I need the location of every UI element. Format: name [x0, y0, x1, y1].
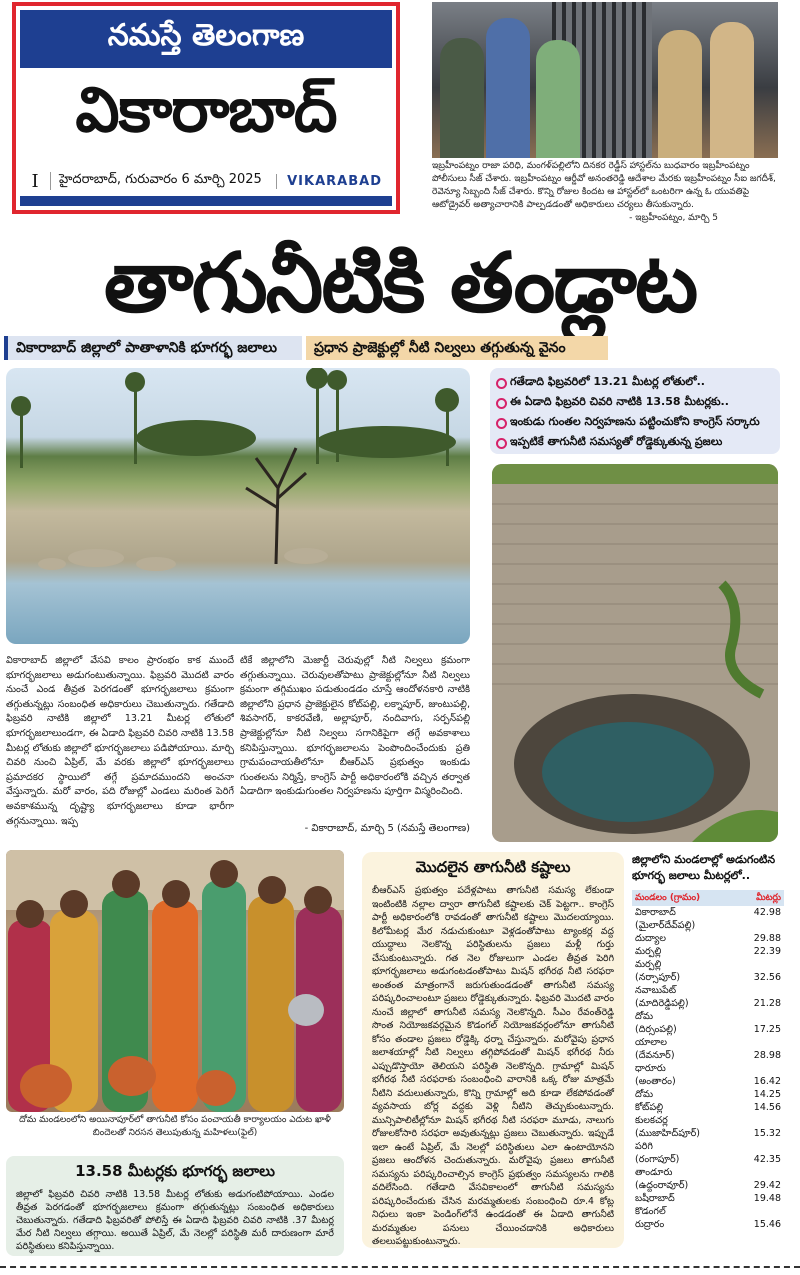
- row-meters: 32.56: [753, 972, 781, 983]
- article-dateline: - వికారాబాద్, మార్చి 5 (నమస్తే తెలంగాణ): [304, 823, 470, 834]
- row-meters: 21.28: [753, 998, 781, 1009]
- highlight-item: ఇంకుడు గుంతల నిర్వహణను పట్టించుకోని కాంగ్రెస్ సర్కారు: [496, 412, 774, 432]
- row-mandal: (మైలార్‌దేవ్‌పల్లి): [635, 920, 696, 931]
- table-rows: [632, 906, 784, 1231]
- difficulty-title: మొదలైన తాగునీటి కష్టాలు: [415, 858, 571, 876]
- subhead-tag-left: వికారాబాద్ జిల్లాలో పాతాళానికి భూగర్భ జలాలు: [4, 336, 302, 360]
- hostel-photo-caption: [432, 160, 778, 230]
- row-meters: 29.88: [753, 933, 781, 944]
- row-mandal: దోమ: [635, 1089, 654, 1100]
- row-mandal: (అంతారం): [635, 1076, 676, 1087]
- hostel-seizure-photo: [432, 2, 778, 158]
- hostel-caption-text: ఇబ్రహీంపట్నం రాజా పరిధి, మంగళ్‌పల్లిలోని దినకర రెడ్డీస్ హాస్టల్‌ను బుధవారం ఇబ్రహీంపట్నం పోలీసులు సీజ్ చేశారు. ఇబ్రహీంపట్నం ఆర్డీవో అనంతరెడ్డి ఆదేశాల మేరకు ఇబ్రహీంపట్నం సీఐ జగదీశ్, రెవెన్యూ సిబ్బంది సీజ్ చేశారు. కొన్ని రోజుల కిందట ఆ హాస్టల్‌లో ఒంటరిగా ఉన్న ఓ యువతిపై ఆటోడ్రైవర్ అత్యాచారానికి పాల్పడడంతో అధికారులు చర్యలు తీసుకున్నారు.: [432, 161, 776, 210]
- table-row: [632, 1205, 784, 1218]
- row-mandal: (ముజాహిద్‌పూర్): [635, 1128, 700, 1139]
- masthead-bottom-band: [20, 196, 392, 206]
- row-mandal: కులకచర్ల: [635, 1115, 668, 1126]
- row-meters: 14.25: [753, 1089, 781, 1100]
- protest-women-photo: [6, 850, 344, 1112]
- table-row: [632, 1153, 784, 1166]
- row-meters: 22.39: [753, 946, 781, 957]
- row-mandal: పరిగి: [635, 1141, 653, 1152]
- row-mandal: దోమ: [635, 1011, 654, 1022]
- table-row: [632, 1127, 784, 1140]
- groundwater-substory: [6, 1156, 344, 1256]
- hostel-caption-credit: - ఇబ్రహీంపట్నం, మార్చి 5: [629, 213, 718, 223]
- dry-lake-illustration: [6, 368, 470, 644]
- row-meters: 42.35: [753, 1154, 781, 1165]
- article-column-2: టికే జిల్లాలోని మెజార్టీ చెరువుల్లో నీటి నిల్వలు క్రమంగా తగ్గుతున్నాయి. చెరువులతోపాటు ప్రాజెక్టుల్లోనూ నీటి నిల్వలు క్రమంగా తగ్గిముఖం పడుతుండడం చూస్తే ఆందోళనకారి నాటికి జిల్లాలోని ప్రధాన ప్రాజెక్టులైన కోట్‌పల్లి, లక్నాపూర్, జుంటుపల్లి, శివసాగర్, కాకరవేణి, అల్లాపూర్, నందివాగు, సర్పన్‌పల్లి ప్రాజెక్టుల్లోనూ నీటి నిల్వలు సగానికిపైగా తగ్గే అవకాశాలు కనిపిస్తున్నాయి. భూగర్భజలాలను పెంపొందించేందుకు ప్రతి గ్రామపంచాయతీలోనూ బీఆర్ఎస్ ప్రభుత్వం ఇంకుడు గుంతలను నిర్మిస్తే, కాంగ్రెస్ పార్టీ అధికారంలోకి వచ్చిన తర్వాత ఏడాదిగా ఇంకుడుగుంతల నిర్వహణను పూర్తిగా విస్మరించింది.: [240, 655, 470, 798]
- row-meters: 14.56: [753, 1102, 781, 1113]
- row-mandal: కోట్‌పల్లి: [635, 1102, 664, 1113]
- row-mandal: మర్పల్లి: [635, 959, 662, 970]
- row-meters: [743, 919, 781, 932]
- row-mandal: యాలాల: [635, 1037, 667, 1048]
- row-mandal: దుద్యాల: [635, 933, 666, 944]
- row-meters: [743, 1166, 781, 1179]
- substory-title: 13.58 మీటర్లకు భూగర్భ జలాలు: [75, 1162, 275, 1180]
- row-mandal: కొడంగల్: [635, 1206, 666, 1217]
- table-row: [632, 997, 784, 1010]
- row-mandal: తాండూరు: [635, 1167, 673, 1178]
- row-mandal: నవాబుపేట్: [635, 985, 677, 996]
- header-mandal: మండలం (గ్రామం): [635, 893, 701, 903]
- subhead-tag-right: ప్రధాన ప్రాజెక్టుల్లో నీటి నిల్వలు తగ్గుతున్న వైనం: [306, 336, 608, 360]
- row-meters: 15.32: [753, 1128, 781, 1139]
- highlights-box: [490, 368, 780, 454]
- masthead: [12, 2, 400, 214]
- article-column-1: వికారాబాద్ జిల్లాలో వేసవి కాలం ప్రారంభం కాక ముందే భూగర్భజలాలు అడుగంటుతున్నాయి. ఫిబ్రవరి మొదటి వారం నుంచే ఎండ తీవ్రత పెరగడంతో భూగర్భజలాలు క్రమంగా తగ్గుతున్నట్లు సంబంధిత అధికారులు చెబుతున్నారు. గతేడాది ఫిబ్రవరి నాటికి జిల్లాలో 13.21 మీటర్ల లోతులో భూగర్భజలాలుండగా, ఈ ఏడాది ఫిబ్రవరి చివరి నాటికి 13.58 మీటర్ల లోతుకు జిల్లాలో భూగర్భజలాలు పడిపోయాయి. మార్చి చివరి నుంచి ఏప్రిల్, మే వరకు జిల్లాలో భూగర్భజలాలు ప్రమాదకర స్థాయిలో తగ్గే ప్రమాదముందని అంచనా వేస్తున్నారు. మరో వారం, పది రోజుల్లో ఎండలు మరింత పెరిగే అవకాశమున్న దృష్ట్యా భూగర్భజలాలు కూడా భారీగా తగ్గనున్నాయి. ఇప్ప: [6, 655, 234, 827]
- highlight-item: ఈ ఏడాది ఫిబ్రవరి చివరి నాటికి 13.58 మీటర్లకు..: [496, 392, 774, 412]
- row-meters: [743, 958, 781, 971]
- table-row: [632, 1192, 784, 1205]
- row-mandal: (రంగాపూర్): [635, 1154, 680, 1165]
- water-difficulty-story: [362, 852, 624, 1248]
- row-meters: [743, 1036, 781, 1049]
- row-mandal: (నర్సాపూర్): [635, 972, 681, 983]
- masthead-info-row: [20, 166, 392, 196]
- table-row: [632, 958, 784, 971]
- row-mandal: మర్పల్లి: [635, 946, 662, 957]
- table-row: [632, 1049, 784, 1062]
- row-mandal: రుద్రారం: [635, 1219, 665, 1230]
- edition-label: VIKARABAD: [276, 174, 392, 189]
- substory-body: జిల్లాలో ఫిబ్రవరి చివరి నాటికి 13.58 మీటర్ల లోతుకు అడుగంటిపోయాయి. ఎండల తీవ్రత పెరగడంతో భూగర్భజలాలు క్రమంగా తగ్గుతున్నట్లు సంబంధిత అధికారులు చెబుతున్నారు. గతేడాది ఫిబ్రవరితో పోలిస్తే ఈ ఏడాది ఫిబ్రవరి చివరి నాటికి .37 మీటర్ల మేర నీటి నిల్వలు తగ్గాయి. అయితే ఏప్రిల్, మే నెలల్లో పరిస్థితి మరీ దారుణంగా మారే పరిస్థితులు కనిపిస్తున్నాయి.: [16, 1189, 334, 1252]
- difficulty-body: బీఆర్ఎస్ ప్రభుత్వం పదేళ్లపాటు తాగునీటి సమస్య లేకుండా ఇంటింటికి నల్లాల ద్వారా తాగునీటి కష్టాలకు చెక్ పెట్టగా.. కాంగ్రెస్ పార్టీ అధికారంలోకి రావడంతో తాగునీటి కష్టాలు మొదలయ్యాయి. కిలోమీటర్ల మేర నడుచుకుంటూ వెళ్లడంతోపాటు ట్యాంకర్ల వద్ద యుద్ధాలు నెలకొన్న పరిస్థితులను ప్రజలు మళ్లీ గుర్తు చేసుకుంటున్నారు. గత నెల రోజులుగా ఎండల తీవ్రత పెరిగి భూగర్భజలాలు అడుగంటడంతోపాటు మిషన్ భగీరథ నీటి సరఫరా అంతంత మాత్రంగానే జరుగుతుండడంతో తాగునీటి సమస్య పరిష్కరించాలంటూ ప్రజలు రోడ్డెక్కుతున్నారు. ఫిబ్రవరి మొదటి వారం నుంచే జిల్లాలో తాగునీటి సమస్య నెలకొన్నది. సీఎం రేవంత్‌రెడ్డి సొంత నియోజకవర్గమైన కొడంగల్ నియోజకవర్గంలోనూ తాగునీటి కోసం తండాల ప్రజలు రోడ్డెక్కి ధర్నా చేస్తున్నారు. మరోవైపు ప్రధాన జలాశయాల్లో నీటి నిల్వలు తగ్గిపోవడంతో మిషన్ భగీరథ నీరు ఎప్పుడొస్తాయో తెలియని పరిస్థితి నెలకొన్నది. గ్రామాల్లో మిషన్ భగీరథ నీటి సరఫరాకు సంబంధించి వారానికి ఒక్క రోజు మాత్రమే నీటిని వదులుతున్నారు, కొన్ని గ్రామాల్లో అది కూడా లేకపోవడంతో వ్యవసాయ బోర్ల వద్దకు వెళ్లి నీటిని తెచ్చుకుంటున్నారు. మున్సిపాలిటీల్లోనూ మిషన్ భగీరథ నీటి సరఫరా మూడు, నాలుగు రోజులకోసారి సరఫరా అవుతున్నట్లు ప్రజలు చెబుతున్నారు. ఇప్పుడే ఇలా ఉంటే ఏప్రిల్, మే నెలల్లో పరిస్థితులు ఎలా ఉంటాయోనని ప్రజలు ఆందోళన చెందుతున్నారు. మరోవైపు ప్రజలు తాగునీటి సమస్యను పరిష్కరించాల్సిన కాంగ్రెస్ ప్రభుత్వం సమస్యలను గాలికి వదిలేసింది. గతేడాది వేసవికాలంలో తాగునీటి సమస్యను పరిష్కరించేందుకు చేసిన మరమ్మతులకు సంబంధించి రూ.4 కోట్ల నిధులు ఇంకా పెండింగ్‌లోనే ఉండడంతో ఈ ఏడాది తాగునీటి మరమ్మతుల పనులు చేయించడానికి అధికారులు తలలుపట్టుకుంటున్నారు.: [372, 885, 614, 1247]
- row-mandal: (దిర్సంపల్లి): [635, 1024, 677, 1035]
- table-row: [632, 1218, 784, 1231]
- highlight-item: ఇప్పటికే తాగునీటి సమస్యతో రోడ్డెక్కుతున్న ప్రజలు: [496, 432, 774, 452]
- row-mandal: బషీరాబాద్: [635, 1193, 675, 1204]
- row-mandal: (ఉద్దంరావూర్): [635, 1180, 689, 1191]
- table-row: [632, 1036, 784, 1049]
- table-row: [632, 919, 784, 932]
- page-number: I: [31, 170, 39, 192]
- page-bottom-dashed-rule: [0, 1266, 800, 1268]
- row-meters: 17.25: [753, 1024, 781, 1035]
- table-row: [632, 1075, 784, 1088]
- well-illustration: [492, 464, 778, 842]
- well-photo: [492, 464, 778, 842]
- table-row: [632, 1166, 784, 1179]
- row-mandal: ధారూరు: [635, 1063, 666, 1074]
- table-row: [632, 1101, 784, 1114]
- row-meters: [743, 1140, 781, 1153]
- row-meters: [743, 1010, 781, 1023]
- row-meters: 28.98: [753, 1050, 781, 1061]
- table-header: [632, 890, 784, 906]
- table-row: [632, 1062, 784, 1075]
- table-row: [632, 932, 784, 945]
- table-row: [632, 971, 784, 984]
- header-meters: మీటర్లు: [756, 893, 781, 903]
- row-meters: 42.98: [753, 907, 781, 918]
- edition-title: వికారాబాద్: [75, 73, 337, 146]
- main-headline: తాగునీటికి తండ్లాట: [103, 236, 697, 331]
- table-row: [632, 1140, 784, 1153]
- row-meters: 15.46: [753, 1219, 781, 1230]
- table-row: [632, 945, 784, 958]
- table-title: జిల్లాలోని మండలాల్లో అడుగంటిన భూగర్భ జలాలు మీటర్లలో..: [632, 853, 776, 882]
- row-meters: 19.48: [753, 1193, 781, 1204]
- table-row: [632, 984, 784, 997]
- table-row: [632, 1114, 784, 1127]
- protest-photo-caption: దోమ మండలంలోని అయినాపూర్‌లో తాగునీటి కోసం పంచాయతీ కార్యాలయం ఎదుట ఖాళీ బిందెలతో నిరసన తెలుపుతున్న మహిళలు(ఫైల్): [19, 1115, 331, 1138]
- row-mandal: వికారాబాద్: [635, 907, 676, 918]
- row-meters: [743, 984, 781, 997]
- table-row: [632, 1010, 784, 1023]
- table-row: [632, 1023, 784, 1036]
- row-mandal: (మాదిరెడ్డిపల్లి): [635, 998, 689, 1009]
- masthead-dateline: హైదరాబాద్, గురువారం 6 మార్చి 2025: [50, 172, 276, 190]
- row-meters: [743, 1062, 781, 1075]
- table-row: [632, 1179, 784, 1192]
- groundwater-table: [632, 852, 784, 1258]
- row-meters: 16.42: [753, 1076, 781, 1087]
- row-mandal: (దేవనూర్): [635, 1050, 675, 1061]
- protest-illustration: [6, 850, 344, 1112]
- table-row: [632, 1088, 784, 1101]
- paper-name: నమస్తే తెలంగాణ: [20, 10, 392, 68]
- table-row: [632, 906, 784, 919]
- dry-lake-photo: [6, 368, 470, 644]
- row-meters: [743, 1114, 781, 1127]
- row-meters: 29.42: [753, 1180, 781, 1191]
- row-meters: [743, 1205, 781, 1218]
- highlight-item: గతేడాది ఫిబ్రవరిలో 13.21 మీటర్ల లోతులో..: [496, 372, 774, 392]
